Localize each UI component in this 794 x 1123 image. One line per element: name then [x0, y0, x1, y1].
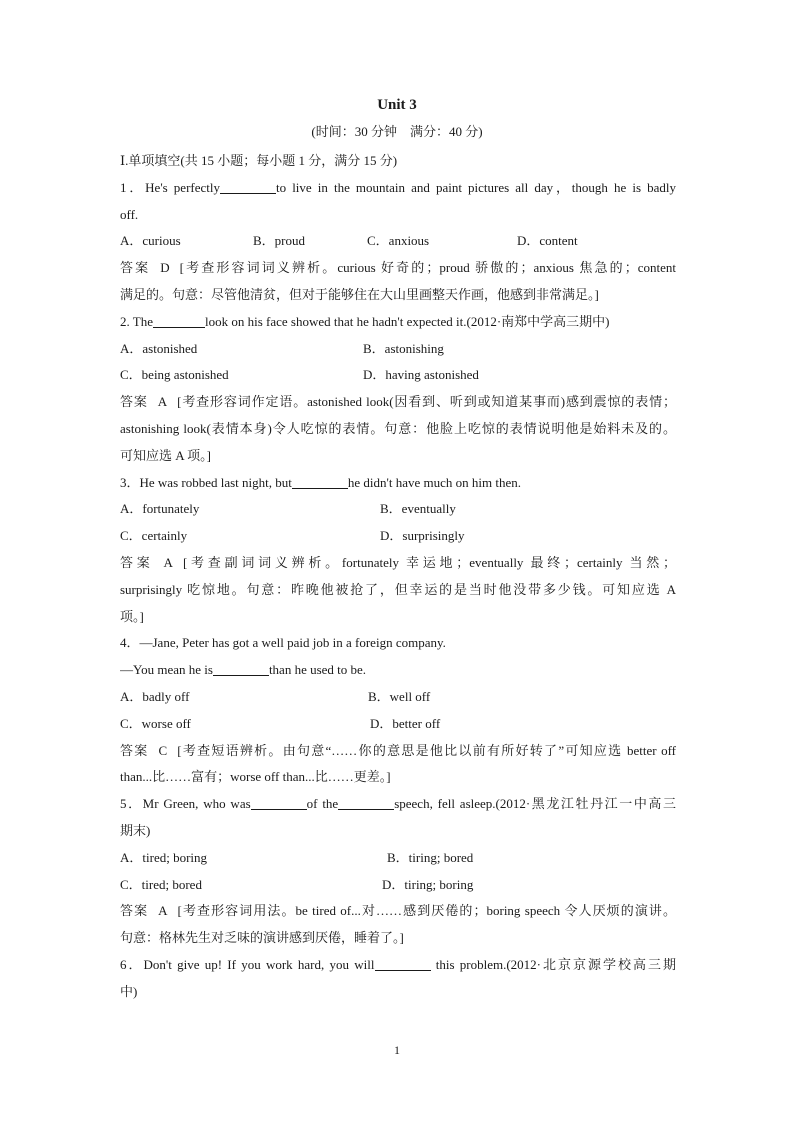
question-3-explanation: surprisingly 吃惊地。句意：昨晚他被抢了，但幸运的是当时他没带多少钱。可知应选 A — [120, 581, 676, 597]
option-a: A．tired; boring — [120, 849, 208, 865]
page-number: 1 — [394, 1043, 400, 1057]
question-1-stem: 1．He's perfectly to live in the mountain and paint pictures all day，though he is badly — [120, 179, 676, 195]
option-b: B．eventually — [380, 501, 456, 517]
section-heading: Ⅰ.单项填空(共 15 小题；每小题 1 分，满分 15 分) — [120, 153, 398, 168]
question-3-options-cd — [120, 523, 676, 550]
option-d: D．having astonished — [363, 367, 479, 383]
question-4-answer: 答案 C [考查短语辨析。由句意“……你的意思是他比以前有所好转了”可知应选 better off — [120, 742, 676, 758]
question-1-stem-cont: off. — [120, 206, 139, 222]
option-c: C．certainly — [120, 528, 188, 544]
option-a: A．curious — [120, 233, 181, 249]
question-4-options-cd — [120, 711, 676, 738]
question-5-options-cd — [120, 872, 676, 899]
blank — [153, 313, 205, 328]
option-b: B．tiring; bored — [387, 849, 474, 865]
option-c: C．being astonished — [120, 367, 229, 383]
question-5-options-ab — [120, 845, 676, 872]
question-4-stem: 4．—Jane, Peter has got a well paid job in a foreign company. — [120, 635, 446, 651]
question-2-explanation-cont: 可知应选 A 项。] — [120, 447, 212, 463]
option-d: D．content — [517, 233, 578, 249]
option-d: D．surprisingly — [380, 528, 465, 544]
option-a: A．fortunately — [120, 501, 200, 517]
option-c: C．tired; bored — [120, 876, 202, 892]
question-6-stem: 6．Don't give up! If you work hard, you will this problem.(2012·北京京源学校高三期 — [120, 956, 676, 972]
option-b: B．well off — [368, 688, 431, 704]
question-3-options-ab — [120, 496, 676, 523]
question-2-options-ab — [120, 336, 676, 363]
blank — [251, 795, 307, 810]
question-2-answer: 答案 A [考查形容词作定语。astonished look(因看到、听到或知道某事而)感到震惊的表情； — [120, 394, 676, 410]
page-title: Unit 3 — [377, 97, 417, 113]
blank — [338, 795, 394, 810]
option-c: C．anxious — [367, 233, 430, 249]
option-a: A．badly off — [120, 688, 190, 704]
question-4-explanation: than...比……富有；worse off than...比……更差。] — [120, 769, 391, 785]
option-b: B．astonishing — [363, 340, 444, 356]
option-c: C．worse off — [120, 715, 191, 731]
question-4-options-ab — [120, 684, 676, 711]
question-1-options — [120, 228, 676, 255]
question-5-answer: 答案 A [考查形容词用法。be tired of...对……感到厌倦的；boring speech 令人厌烦的演讲。 — [120, 903, 676, 919]
question-5-explanation: 句意：格林先生对乏味的演讲感到厌倦，睡着了。] — [120, 930, 404, 946]
question-1-answer: 答案 D [考查形容词词义辨析。curious 好奇的；proud 骄傲的；anxious 焦急的；content — [120, 260, 676, 276]
blank — [220, 179, 276, 194]
question-4-reply: —You mean he is than he used to be. — [120, 662, 367, 678]
question-2-explanation: astonishing look(表情本身)令人吃惊的表情。句意：他脸上吃惊的表情说明他是始料未及的。 — [120, 420, 676, 436]
question-5-stem-cont: 期末) — [120, 822, 151, 838]
question-3-stem: 3．He was robbed last night, but he didn't have much on him then. — [120, 474, 521, 490]
question-2-options-cd — [120, 362, 676, 389]
option-a: A．astonished — [120, 340, 198, 356]
blank — [375, 956, 431, 971]
question-6-stem-cont: 中) — [120, 983, 138, 999]
exam-content — [120, 148, 676, 1006]
option-d: D．better off — [370, 715, 441, 731]
question-5-stem: 5．Mr Green, who was of the speech, fell asleep.(2012·黑龙江牡丹江一中高三 — [120, 796, 676, 812]
option-b: B．proud — [253, 233, 306, 249]
blank — [213, 661, 269, 676]
blank — [292, 474, 348, 489]
question-3-answer: 答案 A [考查副词词义辨析。fortunately 幸运地；eventually 最终；certainly 当然； — [120, 554, 676, 570]
option-d: D．tiring; boring — [382, 876, 474, 892]
exam-info: (时间：30 分钟 满分：40 分) — [311, 124, 483, 139]
question-3-explanation-cont: 项。] — [120, 608, 144, 624]
question-1-explanation: 满足的。句意：尽管他清贫，但对于能够住在大山里画整天作画，他感到非常满足。] — [120, 286, 599, 302]
question-2-stem: 2. The look on his face showed that he hadn't expected it.(2012·南郑中学高三期中) — [120, 313, 610, 329]
